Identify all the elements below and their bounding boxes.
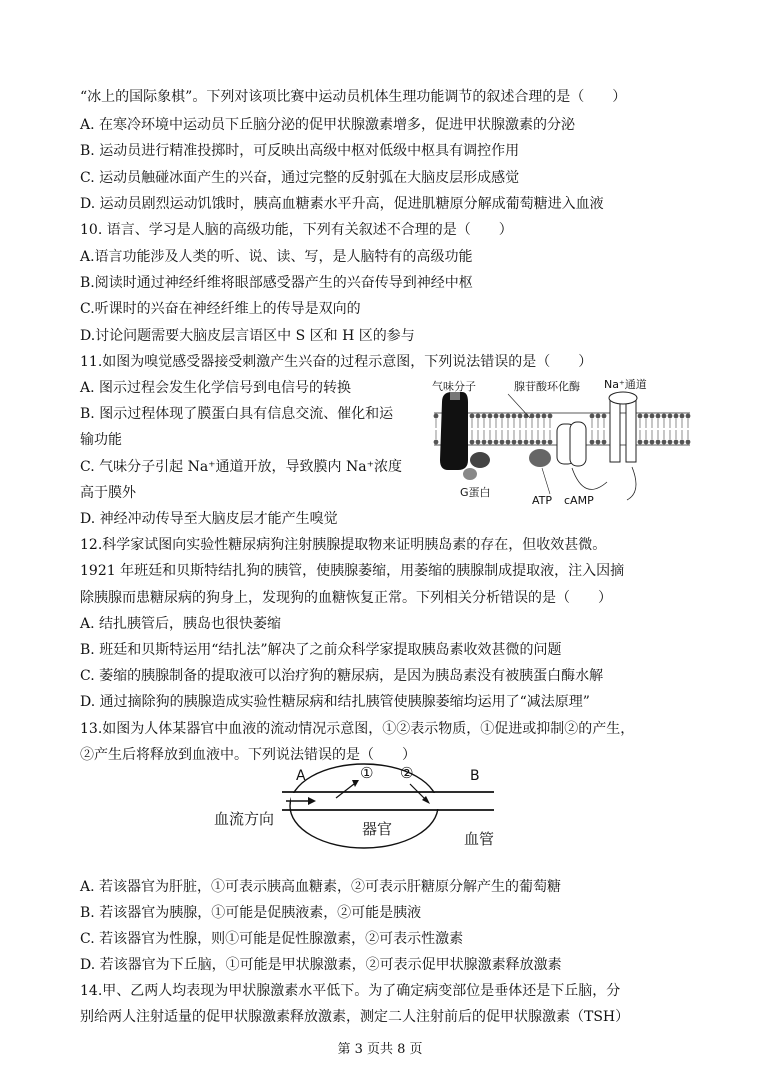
lipid-head xyxy=(644,414,649,419)
lipid-head xyxy=(590,414,595,419)
text-line: 除胰腺而患糖尿病的狗身上，发现狗的血糖恢复正常。下列相关分析错误的是（ ） xyxy=(80,590,612,606)
lipid-head xyxy=(476,414,481,419)
text-line: 1921 年班廷和贝斯特结扎狗的胰管，使胰腺萎缩，用萎缩的胰腺制成提取液，注入因摘 xyxy=(80,563,625,579)
lipid-head xyxy=(602,414,607,419)
label-flow-direction: 血流方向 xyxy=(214,810,275,828)
lipid-head xyxy=(536,414,541,419)
label-vessel: 血管 xyxy=(464,830,495,848)
lipid-head xyxy=(482,440,487,445)
lipid-head xyxy=(470,414,475,419)
lipid-head xyxy=(500,414,505,419)
lipid-head xyxy=(548,440,553,445)
lipid-head xyxy=(668,414,673,419)
lipid-head xyxy=(644,440,649,445)
label-b: B xyxy=(470,768,480,784)
text-line: A. 若该器官为肝脏，①可表示胰高血糖素，②可表示肝糖原分解产生的葡萄糖 xyxy=(80,879,562,895)
lipid-head xyxy=(536,440,541,445)
lipid-head xyxy=(638,440,643,445)
lipid-head xyxy=(494,440,499,445)
text-line: B. 运动员进行精准投掷时，可反映出高级中枢对低级中枢具有调控作用 xyxy=(80,143,520,159)
text-line: A.语言功能涉及人类的听、说、读、写，是人脑特有的高级功能 xyxy=(80,249,473,265)
adenylate-cyclase xyxy=(529,449,551,467)
lipid-head xyxy=(656,414,661,419)
text-line: A. 图示过程会发生化学信号到电信号的转换 xyxy=(80,380,352,396)
lipid-head xyxy=(518,440,523,445)
lipid-head xyxy=(494,414,499,419)
label-enzyme: 腺苷酸环化酶 xyxy=(514,380,580,393)
text-line: D. 神经冲动传导至大脑皮层才能产生嗅觉 xyxy=(80,511,338,527)
lipid-head xyxy=(638,414,643,419)
label-substance-2: ② xyxy=(400,764,414,782)
lipid-head xyxy=(530,414,535,419)
text-line: D. 运动员剧烈运动饥饿时，胰高血糖素水平升高，促进肌糖原分解成葡萄糖进入血液 xyxy=(80,196,604,212)
lipid-head xyxy=(596,440,601,445)
lipid-head xyxy=(506,440,511,445)
lipid-head xyxy=(590,440,595,445)
text-line: C. 气味分子引起 Na⁺通道开放，导致膜内 Na⁺浓度 xyxy=(80,459,402,475)
lipid-head xyxy=(548,414,553,419)
text-line: C.听课时的兴奋在神经纤维上的传导是双向的 xyxy=(80,301,361,317)
lipid-head xyxy=(488,440,493,445)
lipid-head xyxy=(674,414,679,419)
text-line: 11.如图为嗅觉感受器接受刺激产生兴奋的过程示意图，下列说法错误的是（ ） xyxy=(80,354,593,370)
lipid-head xyxy=(662,414,667,419)
g-protein xyxy=(470,452,490,468)
text-line: B. 图示过程体现了膜蛋白具有信息交流、催化和运 xyxy=(80,406,394,422)
text-line: 别给两人注射适量的促甲状腺激素释放激素，测定二人注射前后的促甲状腺激素（TSH） xyxy=(80,1009,630,1025)
lipid-head xyxy=(476,440,481,445)
blood-flow-figure xyxy=(212,760,512,870)
lipid-head xyxy=(542,414,547,419)
sodium-channel xyxy=(610,400,636,462)
text-line: 12.科学家试图向实验性糖尿病狗注射胰腺提取物来证明胰岛素的存在，但收效甚微。 xyxy=(80,537,607,553)
lipid-head xyxy=(524,440,529,445)
lipid-head xyxy=(470,440,475,445)
lipid-head xyxy=(500,440,505,445)
text-line: 13.如图为人体某器官中血液的流动情况示意图，①②表示物质，①促进或抑制②的产生， xyxy=(80,721,635,737)
label-substance-1: ① xyxy=(360,764,374,782)
text-line: D. 通过摘除狗的胰腺造成实验性糖尿病和结扎胰管使胰腺萎缩均运用了“减法原理” xyxy=(80,694,590,710)
lipid-head xyxy=(680,440,685,445)
text-line: D.讨论问题需要大脑皮层言语区中 S 区和 H 区的参与 xyxy=(80,328,415,344)
page-footer: 第 3 页共 8 页 xyxy=(337,1042,423,1057)
text-line: D. 若该器官为下丘脑，①可能是甲状腺激素，②可表示促甲状腺激素释放激素 xyxy=(80,957,562,973)
lipid-head xyxy=(650,414,655,419)
label-na-channel: Na⁺通道 xyxy=(604,378,647,391)
lipid-head xyxy=(530,440,535,445)
label-a: A xyxy=(296,768,306,784)
lipid-head xyxy=(488,414,493,419)
lipid-head xyxy=(674,440,679,445)
text-line: C. 若该器官为性腺，则①可能是促性腺激素，②可表示性激素 xyxy=(80,931,464,947)
label-g-protein: G蛋白 xyxy=(460,486,491,499)
text-line: 14.甲、乙两人均表现为甲状腺激素水平低下。为了确定病变部位是垂体还是下丘脑，分 xyxy=(80,983,621,999)
lipid-head xyxy=(680,414,685,419)
lipid-head xyxy=(686,414,691,419)
text-line: ②产生后将释放到血液中。下列说法错误的是（ ） xyxy=(80,747,416,763)
label-atp: ATP xyxy=(532,494,553,507)
lipid-head xyxy=(656,440,661,445)
text-line: C. 运动员触碰冰面产生的兴奋，通过完整的反射弧在大脑皮层形成感觉 xyxy=(80,170,520,186)
text-line: 10. 语言、学习是人脑的高级功能，下列有关叙述不合理的是（ ） xyxy=(80,222,513,238)
label-odor: 气味分子 xyxy=(432,380,476,393)
lipid-head xyxy=(434,440,439,445)
lipid-head xyxy=(506,414,511,419)
lipid-head xyxy=(512,414,517,419)
text-line: B. 若该器官为胰腺，①可能是促胰液素，②可能是胰液 xyxy=(80,905,422,921)
text-line: C. 萎缩的胰腺制备的提取液可以治疗狗的糖尿病，是因为胰岛素没有被胰蛋白酶水解 xyxy=(80,668,604,684)
lipid-head xyxy=(542,440,547,445)
text-line: A. 结扎胰管后，胰岛也很快萎缩 xyxy=(80,616,282,632)
lipid-head xyxy=(434,414,439,419)
text-line: “冰上的国际象棋”。下列对该项比赛中运动员机体生理功能调节的叙述合理的是（ ） xyxy=(80,89,627,105)
text-line: A. 在寒冷环境中运动员下丘脑分泌的促甲状腺激素增多，促进甲状腺激素的分泌 xyxy=(80,117,576,133)
lipid-head xyxy=(662,440,667,445)
lipid-head xyxy=(524,414,529,419)
text-line: 输功能 xyxy=(80,432,122,448)
lipid-head xyxy=(482,414,487,419)
olfactory-receptor-figure xyxy=(432,372,692,517)
text-line: 高于膜外 xyxy=(80,485,136,501)
text-line: B.阅读时通过神经纤维将眼部感受器产生的兴奋传导到神经中枢 xyxy=(80,275,473,291)
lipid-head xyxy=(512,440,517,445)
label-organ: 器官 xyxy=(362,820,393,838)
text-line: B. 班廷和贝斯特运用“结扎法”解决了之前众科学家提取胰岛素收效甚微的问题 xyxy=(80,642,562,658)
label-camp: cAMP xyxy=(564,494,594,507)
odor-receptor xyxy=(440,392,468,470)
lipid-head xyxy=(650,440,655,445)
lipid-head xyxy=(518,414,523,419)
lipid-head xyxy=(596,414,601,419)
lipid-head xyxy=(602,440,607,445)
lipid-head xyxy=(686,440,691,445)
lipid-head xyxy=(668,440,673,445)
